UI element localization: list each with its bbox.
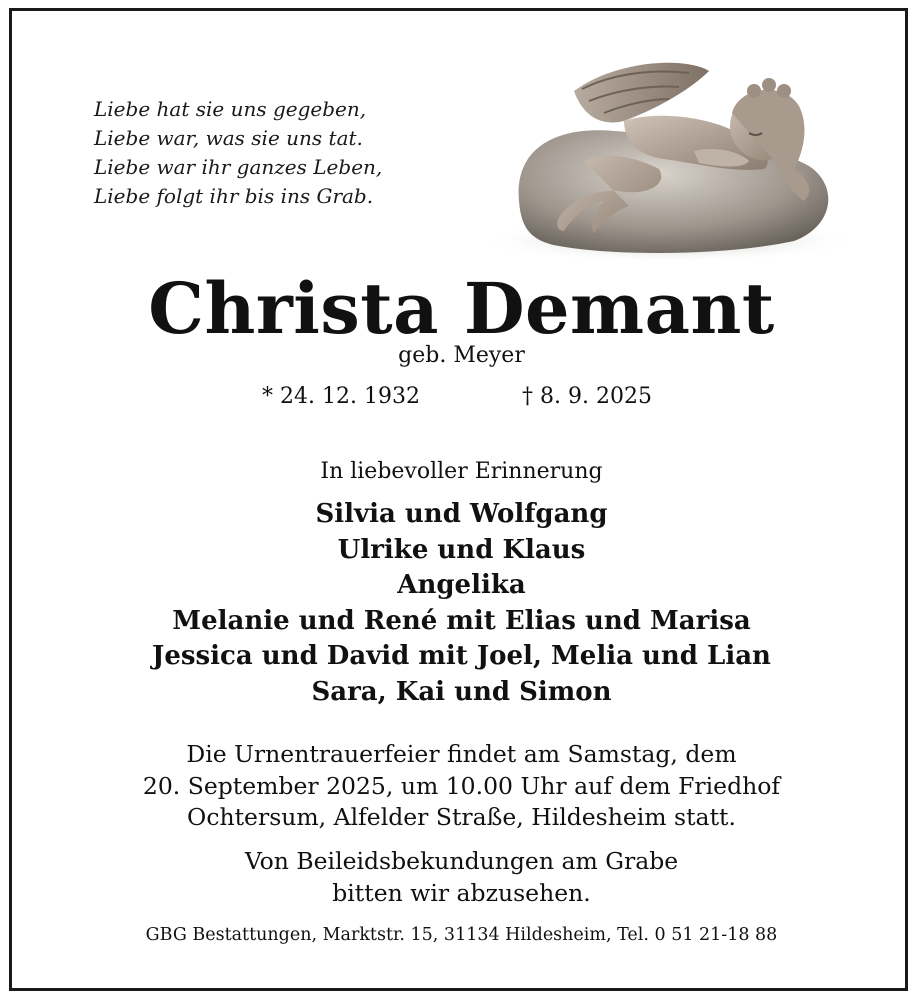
poem-line: Liebe war ihr ganzes Leben, [94, 155, 383, 179]
mourner-line: Silvia und Wolfgang [315, 499, 608, 529]
mourner-line: Sara, Kai und Simon [311, 676, 612, 707]
poem [94, 95, 382, 211]
birth-date: * 24. 12. 1932 [262, 384, 420, 409]
ceremony-info [12, 739, 911, 834]
poem-line: Liebe war, was sie uns tat. [94, 126, 363, 150]
mourner-line: Jessica und David mit Joel, Melia und Lian [152, 641, 771, 671]
ceremony-line: 20. September 2025, um 10.00 Uhr auf dem Friedhof [142, 771, 781, 800]
ceremony-line: Ochtersum, Alfelder Straße, Hildesheim statt. [187, 803, 736, 831]
poem-line: Liebe hat sie uns gegeben, [94, 97, 367, 121]
condolence-line: bitten wir abzusehen. [332, 878, 591, 907]
poem-line: Liebe folgt ihr bis ins Grab. [94, 184, 374, 208]
sleeping-angel-icon [464, 51, 854, 266]
memory-line: In liebevoller Erinnerung [320, 459, 603, 484]
condolence-note [12, 846, 911, 909]
mourners-list [12, 497, 911, 710]
deceased-name: Christa Demant [148, 267, 775, 350]
mourner-line: Ulrike und Klaus [337, 534, 586, 565]
funeral-home-footer: GBG Bestattungen, Marktstr. 15, 31134 Hildesheim, Tel. 0 51 21-18 88 [145, 925, 778, 945]
birth-name: geb. Meyer [398, 343, 525, 368]
mourner-line: Angelika [397, 570, 526, 600]
obituary-notice [9, 8, 908, 991]
ceremony-line: Die Urnentrauerfeier findet am Samstag, dem [186, 740, 737, 768]
death-date: † 8. 9. 2025 [522, 384, 652, 409]
condolence-line: Von Beileidsbekundungen am Grabe [244, 847, 679, 875]
mourner-line: Melanie und René mit Elias und Marisa [172, 605, 751, 636]
